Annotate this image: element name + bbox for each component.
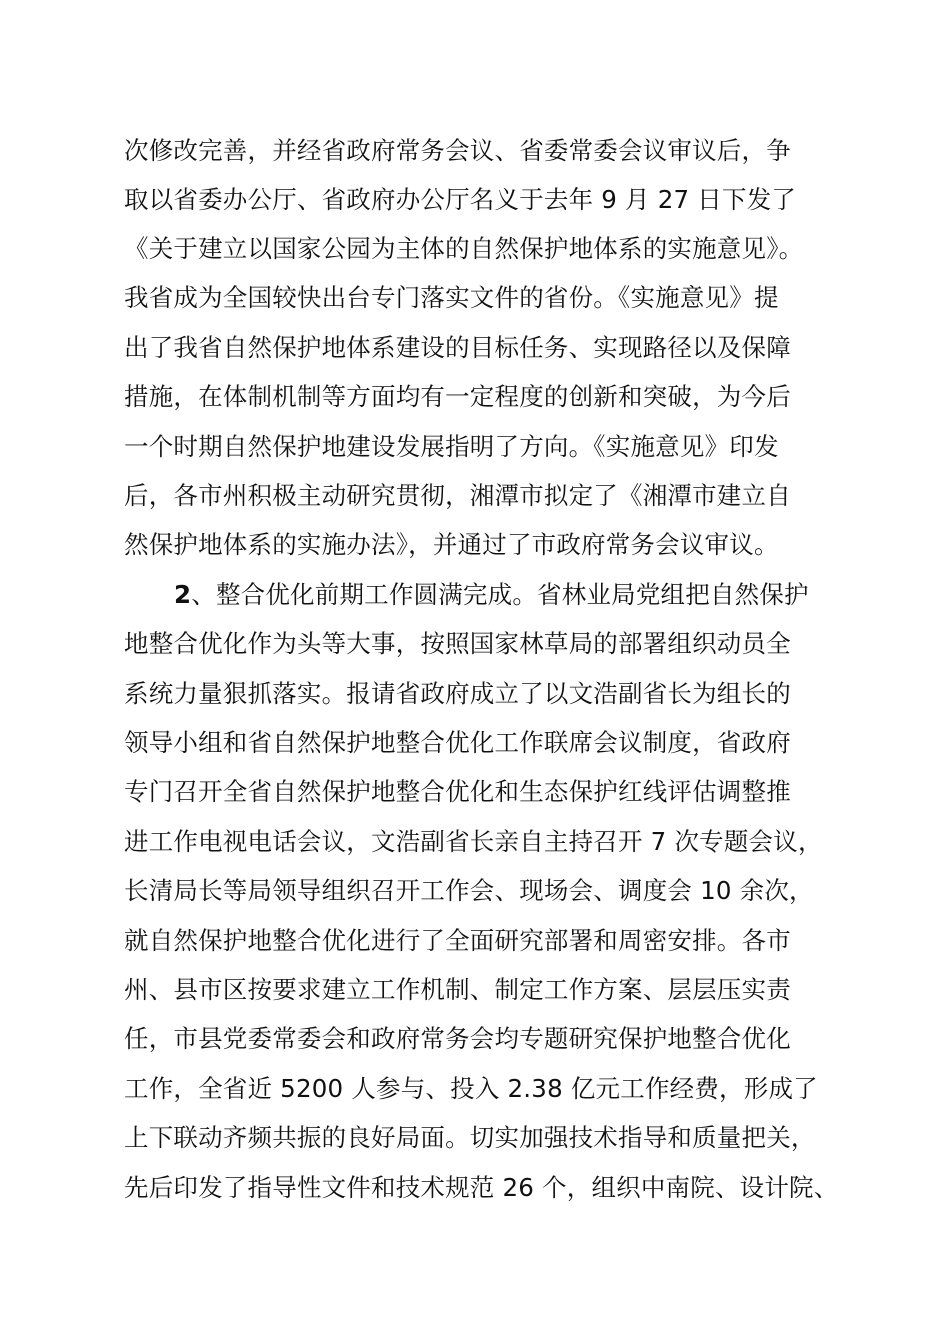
text-line: 《关于建立以国家公园为主体的自然保护地体系的实施意见》。 xyxy=(124,234,804,263)
text-line: 领导小组和省自然保护地整合优化工作联席会议制度，省政府 xyxy=(124,728,791,757)
text-line: 后，各市州积极主动研究贯彻，湘潭市拟定了《湘潭市建立自 xyxy=(124,481,791,510)
text-line: 先后印发了指导性文件和技术规范 26 个，组织中南院、设计院、 xyxy=(124,1173,839,1202)
paragraph-heading-line xyxy=(174,570,934,620)
text-line: 州、县市区按要求建立工作机制、制定工作方案、层层压实责 xyxy=(124,975,791,1004)
text-line: 就自然保护地整合优化进行了全面研究部署和周密安排。各市 xyxy=(124,926,791,955)
text-line: 一个时期自然保护地建设发展指明了方向。《实施意见》印发 xyxy=(124,432,779,461)
text-line: 任，市县党委常委会和政府常务会均专题研究保护地整合优化 xyxy=(124,1024,791,1053)
text-line: 然保护地体系的实施办法》，并通过了市政府常务会议审议。 xyxy=(124,530,779,559)
section-number: 2 xyxy=(174,580,192,609)
text-line: 措施，在体制机制等方面均有一定程度的创新和突破，为今后 xyxy=(124,382,791,411)
text-line: 我省成为全国较快出台专门落实文件的省份。《实施意见》提 xyxy=(124,283,779,312)
text-line: 专门召开全省自然保护地整合优化和生态保护红线评估调整推 xyxy=(124,777,791,806)
text-line: 出了我省自然保护地体系建设的目标任务、实现路径以及保障 xyxy=(124,333,791,362)
text-line: 长清局长等局领导组织召开工作会、现场会、调度会 10 余次， xyxy=(124,876,814,905)
text-line: 系统力量狠抓落实。报请省政府成立了以文浩副省长为组长的 xyxy=(124,679,791,708)
text-line: 取以省委办公厅、省政府办公厅名义于去年 9 月 27 日下发了 xyxy=(124,185,797,214)
text-line: 次修改完善，并经省政府常务会议、省委常委会议审议后，争 xyxy=(124,136,791,165)
text-line: 地整合优化作为头等大事，按照国家林草局的部署组织动员全 xyxy=(124,629,791,658)
section-heading-text: 、整合优化前期工作圆满完成。省林业局党组把自然保护 xyxy=(191,580,809,609)
text-line: 进工作电视电话会议，文浩副省长亲自主持召开 7 次专题会议， xyxy=(124,827,823,856)
text-line: 上下联动齐频共振的良好局面。切实加强技术指导和质量把关， xyxy=(124,1123,816,1152)
text-line: 工作，全省近 5200 人参与、投入 2.38 亿元工作经费，形成了 xyxy=(124,1074,818,1103)
